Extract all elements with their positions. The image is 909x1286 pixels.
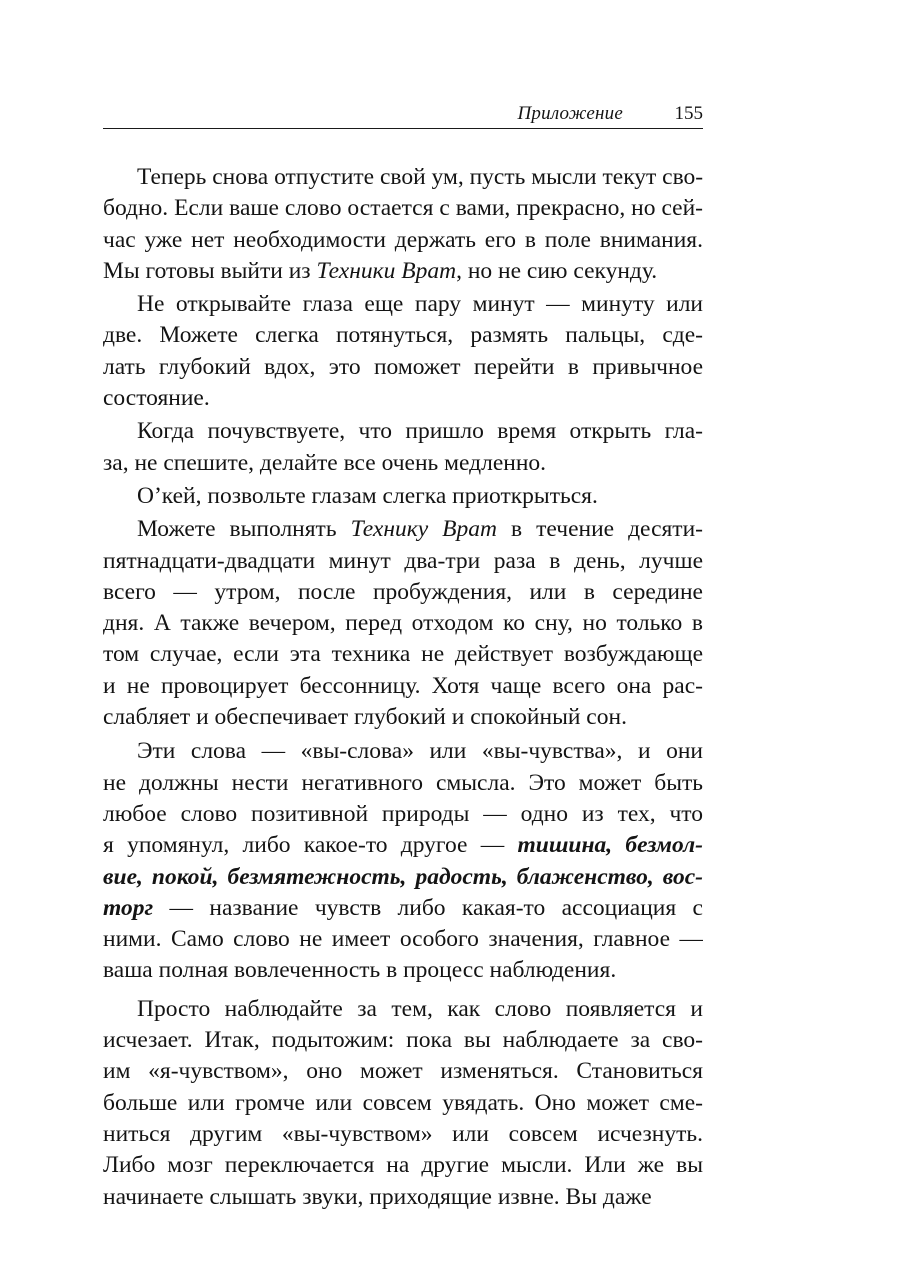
text-run: Эти слова — «вы-слова» или «вы-чувства», и они <box>137 738 703 765</box>
text-run: О’кей, позвольте глазам слегка приоткрыться. <box>137 482 598 509</box>
text-line <box>103 768 703 799</box>
text-run: Можете выполнять <box>137 516 351 543</box>
text-line <box>103 383 703 414</box>
text-run: — название чувств либо какая-то ассоциация с <box>153 894 703 921</box>
text-run: пятнадцати-двадцати минут два-три раза в день, лучше <box>103 547 703 574</box>
text-run: ваша полная вовлеченность в процесс наблюдения. <box>103 957 617 984</box>
text-run: лать глубокий вдох, это поможет перейти в привычное <box>103 353 703 380</box>
header-rule <box>103 128 703 129</box>
text-line <box>103 799 703 830</box>
paragraph <box>103 481 703 512</box>
text-line <box>103 736 703 767</box>
text-run: ниться другим «вы-чувством» или совсем исчезнуть. <box>103 1120 703 1147</box>
text-run: Просто наблюдайте за тем, как слово появляется и <box>137 995 703 1022</box>
paragraph <box>103 416 703 479</box>
text-run: Не открывайте глаза еще пару минут — минуту или <box>137 291 703 318</box>
text-line <box>103 1056 703 1087</box>
text-line <box>103 481 703 512</box>
text-line <box>103 608 703 639</box>
text-line <box>103 352 703 383</box>
text-run: том случае, если эта техника не действует возбуждающе <box>103 641 703 668</box>
text-line <box>103 1025 703 1056</box>
paragraph <box>103 162 703 287</box>
text-line <box>103 830 703 861</box>
text-line <box>103 1088 703 1119</box>
body-text <box>103 162 703 1216</box>
text-line <box>103 639 703 670</box>
text-line <box>103 546 703 577</box>
paragraph <box>103 514 703 733</box>
text-run: в течение десяти- <box>497 516 703 543</box>
italic-text: Технику Врат <box>350 516 498 543</box>
text-line <box>103 193 703 224</box>
text-line <box>103 893 703 924</box>
text-run: исчезает. Итак, подытожим: пока вы наблюдаете за сво- <box>103 1027 703 1054</box>
text-run: Либо мозг переключается на другие мысли. Или же вы <box>103 1152 703 1179</box>
text-line <box>103 162 703 193</box>
text-run: я упомянул, либо какое-то другое — <box>103 832 518 859</box>
text-run: дня. А также вечером, перед отходом ко сну, но только в <box>103 610 703 637</box>
text-run: , но не сию секунду. <box>456 257 658 284</box>
text-line <box>103 671 703 702</box>
text-run: две. Можете слегка потянуться, размять пальцы, сде- <box>103 322 703 349</box>
text-line <box>103 289 703 320</box>
running-head <box>103 103 705 129</box>
text-line <box>103 702 703 733</box>
text-run: час уже нет необходимости держать его в поле внимания. <box>103 226 703 253</box>
text-run: и не провоцирует бессонницу. Хотя чаще всего она рас- <box>103 672 703 699</box>
text-line <box>103 1150 703 1181</box>
paragraph <box>103 994 703 1213</box>
text-line <box>103 320 703 351</box>
text-line <box>103 862 703 893</box>
paragraph <box>103 736 703 986</box>
text-run: Теперь снова отпустите свой ум, пусть мысли текут сво- <box>137 164 703 190</box>
text-run: за, не спешите, делайте все очень медленно. <box>103 449 547 476</box>
text-line <box>103 225 703 256</box>
text-run: ними. Само слово не имеет особого значения, главное — <box>103 926 703 953</box>
text-line <box>103 994 703 1025</box>
text-line <box>103 924 703 955</box>
paragraph <box>103 289 703 414</box>
italic-text: Техники Врат <box>316 257 457 284</box>
text-run: не должны нести негативного смысла. Это может быть <box>103 769 703 796</box>
text-line <box>103 448 703 479</box>
text-line <box>103 955 703 986</box>
bold-italic-text: вие, покой, безмятежность, радость, блаженство, вос- <box>103 863 703 890</box>
section-title: Приложение <box>517 103 623 124</box>
text-line <box>103 1119 703 1150</box>
text-line <box>103 514 703 545</box>
text-run: слабляет и обеспечивает глубокий и спокойный сон. <box>103 704 627 731</box>
text-run: бодно. Если ваше слово остается с вами, прекрасно, но сей- <box>103 195 703 222</box>
page-number: 155 <box>674 103 703 124</box>
text-line <box>103 577 703 608</box>
text-run: Мы готовы выйти из <box>103 257 317 284</box>
text-run: состояние. <box>103 385 210 412</box>
bold-italic-text: тишина, безмол- <box>517 832 703 859</box>
text-line <box>103 416 703 447</box>
bold-italic-text: торг <box>103 894 154 921</box>
text-run: им «я-чувством», оно может изменяться. Становиться <box>103 1058 703 1085</box>
text-run: больше или громче или совсем увядать. Оно может сме- <box>103 1089 703 1116</box>
text-run: любое слово позитивной природы — одно из тех, что <box>103 800 703 827</box>
text-run: всего — утром, после пробуждения, или в середине <box>103 578 703 605</box>
text-line <box>103 1182 703 1213</box>
text-run: начинаете слышать звуки, приходящие извне. Вы даже <box>103 1183 652 1210</box>
text-run: Когда почувствуете, что пришло время открыть гла- <box>137 418 703 445</box>
text-line <box>103 256 703 287</box>
